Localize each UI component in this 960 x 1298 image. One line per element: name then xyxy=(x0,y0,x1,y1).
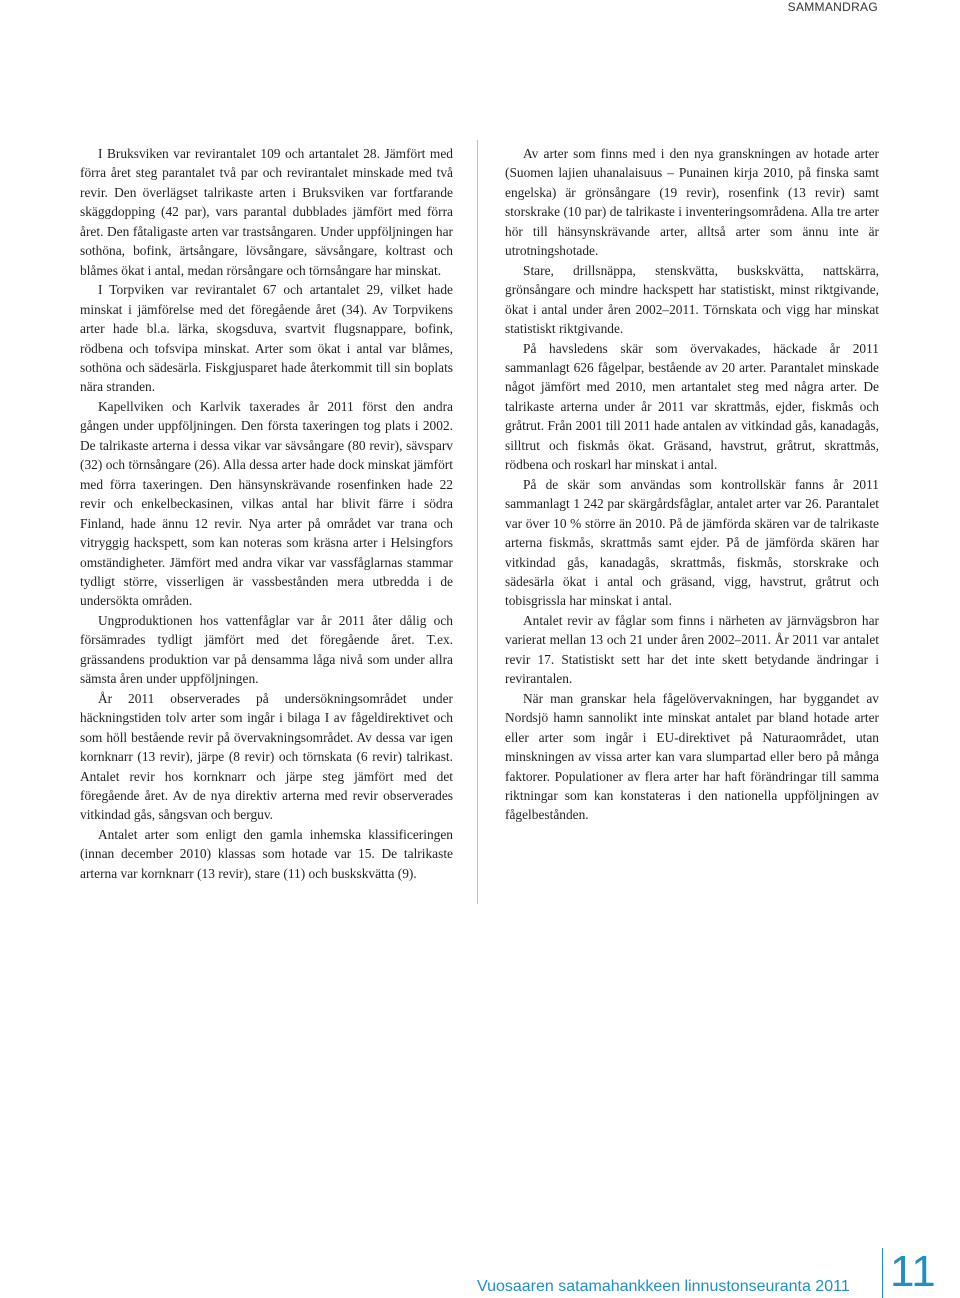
page-number: 11 xyxy=(890,1247,936,1296)
right-text-column xyxy=(505,144,879,825)
paragraph: Kapellviken och Karlvik taxerades år 2011 först den andra gången under uppföljningen. Den första taxeringen tog plats i 2002. De talrikaste arterna i dessa vikar var sävsångare (80 revir), sävsparv (32) och törnsångare (26). Alla dessa arter hade dock minskat jämfört med förra taxeringen. Den hänsynskrävande rosenfinken hade 22 revir och enkelbeckasinen, vilkas antal har blivit färre i södra Finland, hade ännu 12 revir. Nya arter på området var trana och vitryggig hackspett, som kan noteras som kräsna arter i Helsingfors omständigheter. Jämfört med andra vikar var vassfåglarnas stammar tydligt större, visserligen är vassbestånden mera utbredda i de undersökta områden. xyxy=(80,398,453,609)
paragraph: Av arter som finns med i den nya granskningen av hotade arter (Suomen lajien uhanalaisuus – Punainen kirja 2010, på finska samt engelska) är grönsångare (19 revir), rosenfink (13 revir) samt storskrake (10 par) de talrikaste i inventeringsområdena. Alla tre arter hör till hänsynskrävande arter, alltså arter som ännu inte är utrotningshotade. xyxy=(505,146,879,259)
paragraph: Antalet arter som enligt den gamla inhemska klassificeringen (innan december 2010) klassas som hotade var 15. De talrikaste arterna var kornknarr (13 revir), stare (11) och buskskvätta (9). xyxy=(80,826,453,881)
paragraph: I Bruksviken var revirantalet 109 och artantalet 28. Jämfört med förra året steg parantalet två par och revirantalet minskade med två revir. Den överlägset talrikaste arten i Bruksviken var fortfarande skäggdopping (42 par), vars parantal dubblades jämfört med förra året. Den fåtaligaste arten var trastsångaren. Under uppföljningen har sothöna, bofink, ärtsångare, lövsångare, sävsångare, koltrast och blåmes ökat i antal, medan rörsångare och törnsångare har minskat. xyxy=(80,146,453,278)
paragraph: När man granskar hela fågelövervakningen, har byggandet av Nordsjö hamn sannolikt inte minskat antalet par bland hotade arter eller arter som ingår i EU-direktivet på Naturaområdet, utan minskningen av vissa arter kan vara slumpartad eller bero på många faktorer. Populationer av flera arter har haft förändringar till samma riktningar som kan konstateras i den nationella uppföljningen av fågelbestånden. xyxy=(505,690,879,823)
left-text-column xyxy=(80,144,453,883)
paragraph: Antalet revir av fåglar som finns i närheten av järnvägsbron har varierat mellan 13 och 21 under åren 2002–2011. År 2011 var antalet revir 17. Statistiskt sett har det inte skett betydande ändringar i revirantalen. xyxy=(505,612,879,687)
footer-divider xyxy=(882,1248,883,1298)
paragraph: Stare, drillsnäppa, stenskvätta, buskskvätta, nattskärra, grönsångare och mindre hackspett har statistiskt, minst riktgivande, ökat i antal under åren 2002–2011. Törnskata och vigg har minskat statistiskt riktgivande. xyxy=(505,262,879,337)
section-label: SAMMANDRAG xyxy=(787,0,878,14)
paragraph: Ungproduktionen hos vattenfåglar var år 2011 åter dålig och försämrades tydligt jämfört med det föregående året. T.ex. grässandens produktion var på densamma låga nivå som under allra sämsta åren under uppföljningen. xyxy=(80,612,453,687)
publication-title: Vuosaaren satamahankkeen linnustonseuranta 2011 xyxy=(477,1278,850,1295)
paragraph: På de skär som användas som kontrollskär fanns år 2011 sammanlagt 1 242 par skärgårdsfåglar, antalet arter var 26. Parantalet var över 10 % större än 2010. På de jämförda skären var de talrikaste arterna fiskmås, skrattmås samt ejder. På de jämförda skären har vitkindad gås, kanadagås, skrattmås, fiskmås, storskrake och sädesärla ökat i antal och gräsand, vigg, havstrut, gråtrut och tobisgrissla har minskat i antal. xyxy=(505,476,879,609)
paragraph: På havsledens skär som övervakades, häckade år 2011 sammanlagt 626 fågelpar, bestående av 20 arter. Parantalet minskade något jämfört med 2010, men artantalet steg med några arter. De talrikaste arterna under år 2011 var skrattmås, ejder, fiskmås och gråtrut. Från 2001 till 2011 hade antalen av vitkindad gås, kanadagås, silltrut och fiskmås ökat. Gräsand, havstrut, gråtrut, skrattmås, rödbena och roskarl har minskat i antal. xyxy=(505,340,879,473)
paragraph: År 2011 observerades på undersökningsområdet under häckningstiden tolv arter som ingår i bilaga I av fågeldirektivet och som höll bestående revir på övervakningsområdet. Av dessa var igen kornknarr (13 revir), järpe (8 revir) och törnskata (6 revir) talrikast. Antalet revir hos kornknarr och järpe steg jämfört med det föregående året. Av de nya direktiv arterna med revir observerades vitkindad gås, sångsvan och berguv. xyxy=(80,690,453,823)
paragraph: I Torpviken var revirantalet 67 och artantalet 29, vilket hade minskat i jämförelse med det föregående året (34). Av Torpvikens arter hade bl.a. lärka, skogsduva, svartvit flugsnappare, bofink, rödbena och tofsvipa minskat. Arter som ökat i antal var blåmes, sothöna och sädesärla. Fiskgjusparet hade återkommit till sin boplats nära stranden. xyxy=(80,282,453,395)
column-divider xyxy=(477,140,478,904)
